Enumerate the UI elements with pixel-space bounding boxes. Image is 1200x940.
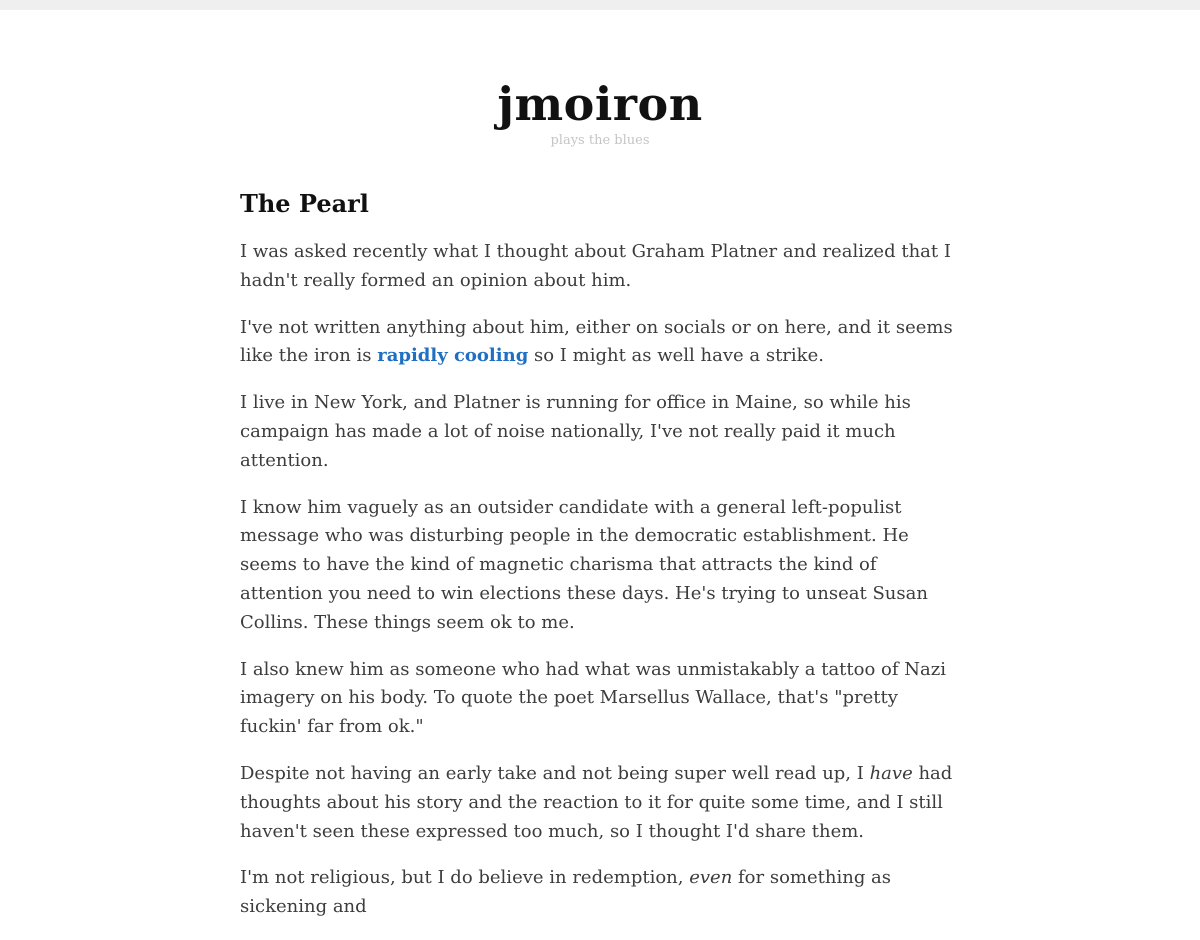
post-title: The Pearl xyxy=(240,189,369,218)
paragraph-1: I was asked recently what I thought about Graham Platner and realized that I hadn't really formed an opinion about him. xyxy=(240,241,951,291)
paragraph-6-text-before: Despite not having an early take and not being super well read up, I xyxy=(240,762,870,784)
paragraph-2-text-before: I've not written anything about him, either on socials or on here, and it seems like the iron is xyxy=(240,316,953,367)
paragraph-6 xyxy=(240,760,960,846)
paragraph-4: I know him vaguely as an outsider candidate with a general left-populist message who was disturbing people in the democratic establishment. He seems to have the kind of magnetic charisma that attracts the kind of attention you need to win elections these days. He's trying to unseat Susan Collins. These things seem ok to me. xyxy=(240,496,928,633)
paragraph-7-emphasis: even xyxy=(689,867,733,889)
paragraph-7-text-before: I'm not religious, but I do believe in redemption, xyxy=(240,867,690,889)
paragraph-3: I live in New York, and Platner is running for office in Maine, so while his campaign has made a lot of noise nationally, I've not really paid it much attention. xyxy=(240,392,911,471)
paragraph-2 xyxy=(240,314,960,372)
paragraph-7-text-after: for something as sickening and xyxy=(240,867,892,918)
paragraph-6-text-after: had thoughts about his story and the reaction to it for quite some time, and I still haven't seen these expressed too much, so I thought I'd share them. xyxy=(240,762,953,842)
paragraph-2-text-after: so I might as well have a strike. xyxy=(528,345,824,367)
post-article xyxy=(240,188,960,940)
site-title[interactable]: jmoiron xyxy=(497,77,703,131)
top-bar xyxy=(0,0,1200,10)
site-header xyxy=(0,74,1200,150)
paragraph-7 xyxy=(240,864,960,922)
site-tagline: plays the blues xyxy=(550,133,650,148)
paragraph-6-emphasis: have xyxy=(869,762,913,784)
paragraph-5: I also knew him as someone who had what was unmistakably a tattoo of Nazi imagery on his body. To quote the poet Marsellus Wallace, that's "pretty fuckin' far from ok." xyxy=(240,658,946,738)
rapidly-cooling-link[interactable]: rapidly cooling xyxy=(377,345,529,367)
